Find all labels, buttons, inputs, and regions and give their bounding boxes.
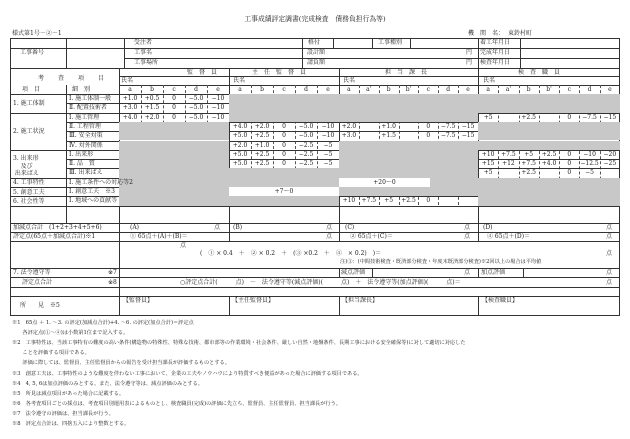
note-ref: ※7 — [108, 269, 117, 276]
unit-point: 点 — [606, 224, 613, 231]
eval-total-label: 評定点(65点＋加減点合計)※1 — [13, 233, 96, 240]
supervisor-header: 監 督 員 — [187, 69, 218, 76]
score-value: −7.5 — [582, 113, 597, 121]
org-label: 機 関 名： — [468, 30, 505, 37]
grade-letter: b — [150, 86, 154, 93]
score-value: −5.0 — [298, 132, 314, 140]
staff-header: 担 当 課 長 — [385, 69, 428, 76]
score-value: +2.5 — [254, 132, 270, 140]
footnote-line: ※7 法令遵守の評価は、担当課長が行う。 — [12, 410, 114, 417]
grade-letter: e — [466, 86, 470, 93]
footnote-line: 各評定点(①～④)は小数第1位まで記入する。 — [12, 330, 129, 337]
detail-label: Ⅲ. 安全対策 — [69, 132, 103, 140]
footnote-line: ※2 工事特性は、当該工事特有の難度の高い条件(構造物の特殊性、特殊な技術、都市部等の作業環境・社会条件、厳しい自然・地盤条件、長期工事における安全確保等)に対して適切に対応した — [12, 340, 466, 347]
score-value: −10 — [211, 104, 225, 112]
detail-label: Ⅱ. 配置技術者 — [69, 104, 107, 112]
grade-letter: b — [526, 86, 531, 93]
score-value: +7.5 — [501, 150, 516, 158]
score-value: +5 — [384, 197, 394, 205]
legal-compliance-label: 7. 法令遵守等 — [13, 269, 51, 276]
contract-amount-label: 請負額 — [307, 59, 326, 66]
name-label: 氏名 — [121, 77, 134, 84]
work-type-label: 工事種別 — [378, 39, 403, 46]
score-value: +1.0 — [381, 122, 396, 130]
document-title: 工事成績評定調書(完成検査 債務負担行為等) — [244, 15, 386, 23]
footnote-line: ことを評価する項目である。 — [12, 350, 90, 357]
grade-letter: e — [608, 86, 612, 93]
start-date-label: 着工年月日 — [480, 39, 511, 46]
grade-letter: e — [216, 86, 220, 93]
category-label: 1. 施工体制 — [13, 100, 45, 108]
detail-label: Ⅳ. 対外関係 — [69, 141, 103, 149]
total-d: (D) — [483, 224, 493, 231]
score-value: −25 — [603, 160, 617, 168]
score-value: −5 — [585, 169, 594, 177]
detail-label: Ⅰ. 出来形 — [69, 150, 94, 158]
score-value: 0 — [567, 150, 572, 158]
unit-point: 点 — [464, 233, 471, 240]
name-label: 氏名 — [343, 77, 356, 84]
score-value: 0 — [426, 197, 431, 205]
detail-label: Ⅲ. 出来ばえ — [69, 169, 103, 177]
detail-label: Ⅱ. 品 質 — [69, 160, 95, 168]
unit-point: 点 — [464, 269, 471, 276]
score-value: +15 — [481, 160, 495, 168]
category-label: 4. 工事特性 — [13, 179, 45, 187]
opinion-label: 所 見 ※5 — [20, 302, 60, 309]
score-value: −5.0 — [298, 122, 314, 130]
score-value: +2.5 — [254, 160, 270, 168]
score-value: +2.0 — [341, 122, 357, 130]
unit-point: 点 — [464, 224, 471, 231]
formula-note: 注)③：(中間技術検査・既済部分検査・年度末既済部分検査)※2回以上の場合は平均値 — [340, 259, 542, 265]
score-value: +2.5 — [541, 150, 557, 158]
score-value: −7.5 — [440, 132, 456, 140]
score-value: +4.0 — [122, 113, 138, 121]
score-value: +5.0 — [232, 160, 248, 168]
grade-letter: a' — [505, 86, 512, 93]
score-value: −10 — [583, 150, 596, 158]
category-label: 5. 創意工夫 — [13, 188, 45, 196]
complete-date-label: 完成年月日 — [480, 49, 511, 56]
score-value: −2.5 — [298, 160, 314, 168]
score-value: +1.0 — [122, 95, 138, 102]
category-label: 3. 出来形 及び 出来ばえ — [13, 154, 39, 178]
work-number-label: 工事番号 — [20, 49, 45, 56]
score-value: −2.5 — [298, 141, 314, 149]
footnote-line: ※8 評定点合計は、四捨五入により整数とする。 — [12, 421, 130, 427]
org-name: 東鈴村町 — [508, 30, 533, 37]
score-value: +2.5 — [521, 113, 536, 121]
unit-point: 点 — [606, 250, 613, 257]
footnote-line: ※3 創意工夫は、工事特性のような難度を伴わない工事において、企業の工夫やノウハウにより特質すべき便益があった場合に評価する項目である。 — [12, 370, 363, 377]
yen-unit: 円 — [466, 49, 473, 56]
score-value: +3.0 — [341, 132, 357, 140]
score-value: 0 — [172, 104, 176, 112]
opinion-inspector: 【検査職員】 — [482, 297, 519, 304]
name-label: 氏名 — [483, 77, 496, 84]
design-amount-label: 設計額 — [307, 49, 326, 56]
unit-point: 点 — [326, 233, 333, 240]
opinion-supervisor: 【監督員】 — [123, 297, 154, 304]
grade-letter: d — [304, 86, 308, 93]
score-value: 0 — [172, 95, 176, 102]
detail-label: Ⅰ. 施工条件への対応等2 — [69, 178, 134, 186]
score-value: +2.0 — [254, 122, 270, 130]
opinion-chief: 【主任監督員】 — [232, 297, 275, 304]
score-value: +1.5 — [381, 132, 396, 140]
unit-point: 点 — [214, 224, 221, 231]
grade-letter: a — [486, 86, 490, 93]
merged-score-range: +7～0 — [274, 188, 294, 195]
score-value: 0 — [426, 122, 431, 130]
score-value: −5.0 — [188, 113, 204, 121]
detail-label: Ⅰ. 地域への貢献等 — [69, 197, 118, 205]
score-value: −10 — [211, 113, 225, 121]
score-value: +5 — [483, 169, 493, 177]
score-value: +10 — [481, 150, 495, 158]
footnote-line: ※6 各考査項目ごとの採点は、考査項目別運用表によるものとし、検査職員(完成)の評価に先立ち、監督員、主任監督員、担当課長が行う。 — [12, 400, 341, 407]
unit-point: 点 — [180, 242, 187, 249]
unit-point: 点 — [326, 224, 333, 231]
grade-letter: c — [567, 86, 571, 93]
score-value: 0 — [567, 169, 572, 177]
category-label: 2. 施工状況 — [13, 128, 45, 136]
score-value: +2.0 — [232, 141, 248, 149]
footnote-line: 評価に際しては、監督員、主任監督員からの報告を受け担当課長が評価するものとする。 — [12, 360, 230, 367]
score-value: +5.0 — [232, 132, 248, 140]
total-b: (B) — [233, 224, 243, 231]
detail-label: Ⅰ. 施工管理 — [69, 113, 100, 121]
score-value: −10 — [321, 122, 335, 130]
score-value: +2.5 — [254, 150, 270, 158]
weighted-formula: ( ① × 0.4 ＋ ② × 0.2 ＋ (③ ×0.2 ＋ ④ × 0.2) )＝ — [200, 250, 382, 257]
work-location-label: 工事場所 — [134, 59, 159, 66]
grade-letter: b — [386, 86, 391, 93]
item-header: 項 目 — [22, 86, 41, 93]
score-value: 0 — [282, 141, 286, 149]
score-value: −15 — [461, 132, 475, 140]
score-value: −10 — [211, 95, 225, 102]
score-value: +5 — [524, 150, 534, 158]
score-value: +7.5 — [521, 160, 536, 168]
opinion-staff: 【担当課長】 — [342, 297, 379, 304]
footnote-line: ※5 所見は減点項目があった場合に記載する。 — [12, 390, 125, 397]
score-value: −5.0 — [188, 95, 204, 102]
score-value: −15 — [461, 122, 475, 130]
score-value: +2.0 — [144, 113, 160, 121]
total-a: (A) — [130, 224, 140, 231]
expr-4: ④ 65点＋(D)＝ — [487, 233, 531, 240]
score-value: −20 — [603, 150, 617, 158]
grade-letter: d — [194, 86, 198, 93]
score-value: +1.0 — [254, 141, 270, 149]
final-total-expression: ○評定点合計( 点) － 法令遵守等(減点評価)( 点) ＋ 法令遵守等(加点評価)( 点)＝ — [180, 279, 461, 286]
consider-item-header: 考 査 項 目 — [38, 75, 109, 82]
score-value: 0 — [567, 160, 572, 168]
score-value: +10 — [342, 197, 356, 205]
deduct-label: 減点評価 — [341, 269, 366, 276]
final-total-label: 評定点合計 — [22, 279, 53, 286]
grade-letter: b' — [405, 86, 412, 93]
score-value: −5 — [323, 160, 333, 168]
footnote-line: ※4 4, 5, 6は加点評価のみとする。また、法令遵守等は、減点評価のみとする。 — [12, 380, 203, 387]
inspect-date-label: 検査年月日 — [480, 59, 511, 66]
detail-header: 細 別 — [72, 86, 91, 93]
grade-letter: a — [347, 86, 351, 93]
score-value: −5 — [323, 141, 333, 149]
score-value: −15 — [603, 113, 617, 121]
grade-letter: c — [172, 86, 176, 93]
score-value: +4.0 — [541, 160, 557, 168]
score-value: +12 — [502, 160, 515, 168]
grade-letter: a' — [366, 86, 372, 93]
score-value: 0 — [282, 122, 286, 130]
add-eval-label: 加点評価 — [481, 269, 506, 276]
score-value: −7.5 — [440, 122, 456, 130]
score-value: 0 — [282, 150, 286, 158]
detail-label: Ⅰ. 施工体制一般 — [69, 95, 112, 102]
inspector-header: 検 査 職 員 — [518, 69, 561, 76]
grade-letter: c — [282, 86, 286, 93]
score-value: +2.5 — [521, 169, 536, 177]
form-number: 様式第1号－②－1 — [12, 30, 62, 37]
work-name-label: 工事名 — [134, 49, 153, 56]
score-value: 0 — [282, 132, 286, 140]
grade-letter: b' — [546, 86, 552, 93]
grade-letter: a — [128, 86, 132, 93]
score-value: −2.5 — [298, 150, 314, 158]
name-label: 氏名 — [233, 77, 246, 84]
grade-letter: c — [426, 86, 431, 93]
chief-supervisor-header: 主 任 監 督 員 — [252, 69, 307, 76]
score-value: +4.0 — [232, 122, 248, 130]
score-value: +1.5 — [144, 104, 160, 112]
expr-2: ② 65点＋(C)＝ — [350, 233, 393, 240]
score-value: −12.5 — [580, 160, 599, 168]
score-value: +5.0 — [232, 150, 248, 158]
score-value: 0 — [567, 113, 572, 121]
score-value: +3.0 — [122, 104, 138, 112]
add-total-label: 加減点合計 (1+2+3+4+5+6) — [13, 224, 102, 231]
category-label: 6. 社会性等 — [13, 197, 45, 205]
score-value: −10 — [321, 132, 335, 140]
score-value: −5.0 — [188, 104, 204, 112]
unit-point: 点 — [606, 269, 613, 276]
score-value: 0 — [172, 113, 176, 121]
detail-label: Ⅰ. 創意工夫 ※3 — [69, 188, 116, 195]
score-value: 0 — [282, 160, 286, 168]
contractor-label: 受注者 — [134, 39, 153, 46]
score-value: +5 — [483, 113, 493, 121]
grade-letter: d — [446, 86, 451, 93]
grade-letter: b — [260, 86, 264, 93]
unit-point: 点 — [606, 279, 613, 286]
total-c: (C) — [345, 224, 355, 231]
score-value: 0 — [426, 132, 431, 140]
expr-1: ① 65点＋(A)＋(B)＝ — [130, 233, 188, 240]
grade-label: 格付 — [308, 39, 321, 46]
score-value: +0.5 — [144, 95, 160, 102]
score-value: −5 — [323, 150, 333, 158]
score-value: +7.5 — [361, 197, 377, 205]
detail-label: Ⅱ. 工程管理 — [69, 122, 101, 130]
grade-letter: a — [238, 86, 242, 93]
grade-letter: d — [587, 86, 592, 93]
grade-letter: e — [326, 86, 330, 93]
yen-unit: 円 — [466, 59, 473, 66]
note-ref: ※8 — [108, 279, 117, 286]
score-value: +2.5 — [401, 197, 416, 205]
merged-score-range: +20～0 — [373, 178, 396, 186]
footnote-line: ※1 65点 ＋ 1. ～3. の評定(加減点合計)+4. ～6. の評定(加点合計)＝評定点 — [12, 320, 194, 326]
unit-point: 点 — [606, 233, 613, 240]
